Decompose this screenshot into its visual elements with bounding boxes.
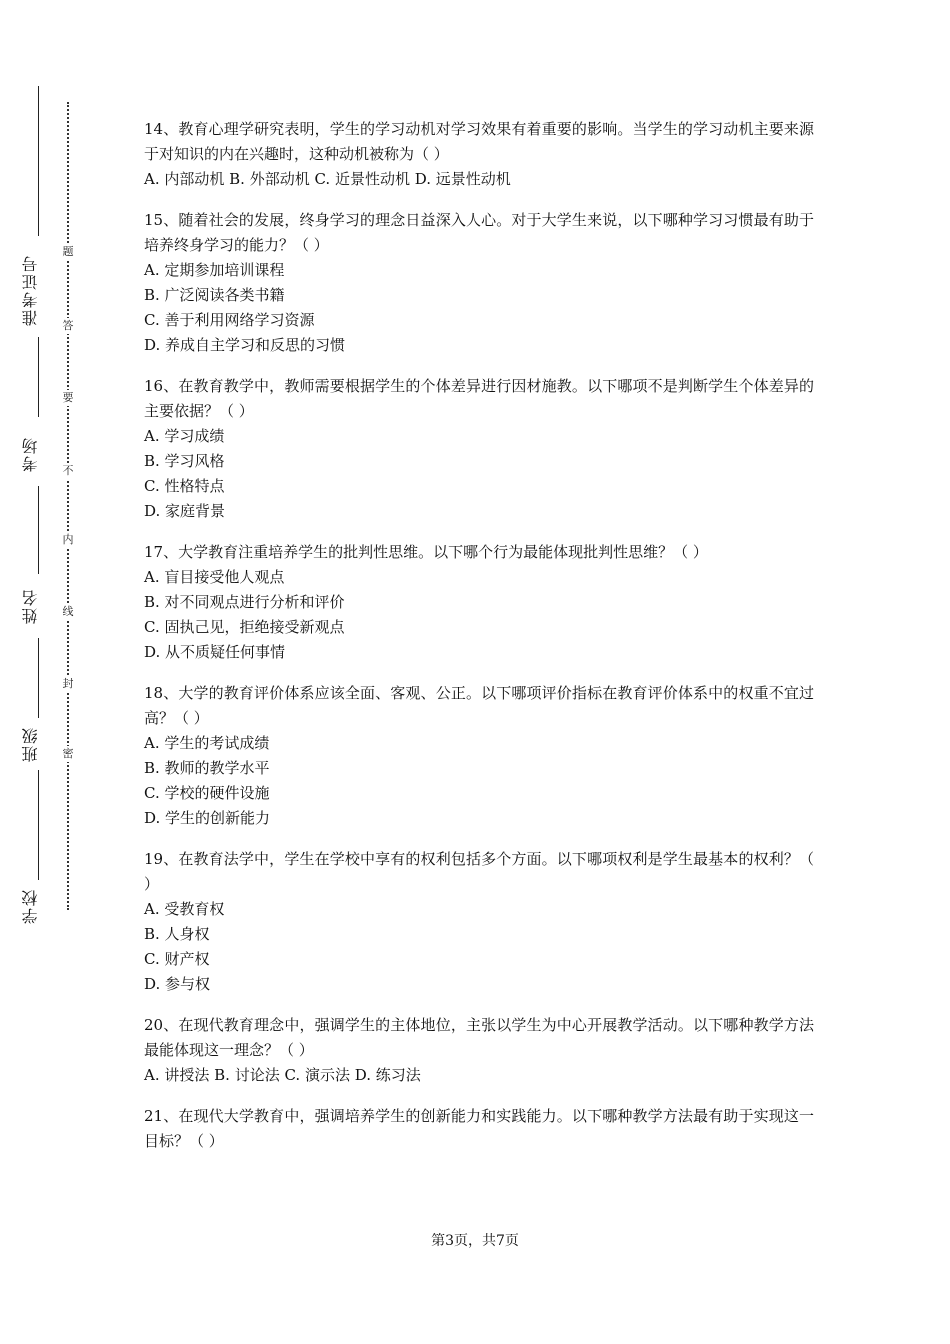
question-14: [144, 117, 814, 192]
seal-char: 题: [59, 244, 77, 260]
option-b: B. 对不同观点进行分析和评价: [144, 593, 345, 611]
seal-char: 答: [59, 318, 77, 334]
option-d: D. 养成自主学习和反思的习惯: [144, 336, 346, 354]
class-label: 班级: [21, 726, 40, 762]
seal-char: 要: [59, 390, 77, 406]
exam-room-label: 考场: [21, 436, 40, 472]
option-d: D. 家庭背景: [144, 502, 226, 520]
option-a: A. 定期参加培训课程: [144, 261, 285, 279]
binding-rule: [38, 337, 39, 417]
option-b: B. 人身权: [144, 925, 210, 943]
option-d: D. 参与权: [144, 975, 211, 993]
option-c: C. 固执己见，拒绝接受新观点: [144, 618, 345, 636]
option-a: A. 受教育权: [144, 900, 225, 918]
option-b: B. 教师的教学水平: [144, 759, 270, 777]
question-stem: 16、在教育教学中，教师需要根据学生的个体差异进行因材施教。以下哪项不是判断学生个体差异的主要依据？（ ）: [144, 377, 814, 420]
question-stem: 19、在教育法学中，学生在学校中享有的权利包括多个方面。以下哪项权利是学生最基本的权利？（ ）: [144, 850, 814, 893]
option-line: A. 内部动机 B. 外部动机 C. 近景性动机 D. 远景性动机: [144, 170, 511, 188]
seal-char: 内: [59, 532, 77, 548]
question-stem: 17、大学教育注重培养学生的批判性思维。以下哪个行为最能体现批判性思维？（ ）: [144, 543, 708, 561]
binding-rule: [38, 638, 39, 718]
name-label: 姓名: [21, 588, 40, 624]
binding-rule: [38, 86, 39, 236]
question-17: [144, 540, 814, 665]
option-a: A. 盲目接受他人观点: [144, 568, 285, 586]
question-19: [144, 847, 814, 997]
option-c: C. 善于利用网络学习资源: [144, 311, 315, 329]
seal-dotted-line: [67, 102, 69, 910]
option-line: A. 讲授法 B. 讨论法 C. 演示法 D. 练习法: [144, 1066, 421, 1084]
question-stem: 18、大学的教育评价体系应该全面、客观、公正。以下哪项评价指标在教育评价体系中的权重不宜过高？（ ）: [144, 684, 814, 727]
school-label: 学校: [21, 888, 40, 924]
option-d: D. 从不质疑任何事情: [144, 643, 286, 661]
page-number: 第3页，共7页: [431, 1233, 519, 1249]
option-a: A. 学生的考试成绩: [144, 734, 270, 752]
seal-char: 线: [59, 604, 77, 620]
question-stem: 20、在现代教育理念中，强调学生的主体地位，主张以学生为中心开展教学活动。以下哪种教学方法最能体现这一理念？（ ）: [144, 1016, 814, 1059]
question-stem: 21、在现代大学教育中，强调培养学生的创新能力和实践能力。以下哪种教学方法最有助于实现这一目标？（ ）: [144, 1107, 814, 1150]
question-18: [144, 681, 814, 831]
binding-rule: [38, 770, 39, 880]
seal-char: 封: [59, 676, 77, 692]
option-b: B. 学习风格: [144, 452, 225, 470]
question-21: [144, 1104, 814, 1154]
question-stem: 14、教育心理学研究表明，学生的学习动机对学习效果有着重要的影响。当学生的学习动机主要来源于对知识的内在兴趣时，这种动机被称为（ ）: [144, 120, 814, 163]
question-16: [144, 374, 814, 524]
binding-rule: [38, 486, 39, 574]
option-c: C. 财产权: [144, 950, 210, 968]
seal-char: 密: [59, 746, 77, 762]
exam-number-label: 准考证号: [21, 254, 40, 326]
option-b: B. 广泛阅读各类书籍: [144, 286, 285, 304]
question-20: [144, 1013, 814, 1088]
seal-char: 不: [59, 463, 77, 479]
option-d: D. 学生的创新能力: [144, 809, 271, 827]
question-stem: 15、随着社会的发展，终身学习的理念日益深入人心。对于大学生来说，以下哪种学习习惯最有助于培养终身学习的能力？（ ）: [144, 211, 814, 254]
option-c: C. 性格特点: [144, 477, 225, 495]
question-15: [144, 208, 814, 358]
question-list: [144, 117, 814, 1170]
option-a: A. 学习成绩: [144, 427, 225, 445]
option-c: C. 学校的硬件设施: [144, 784, 270, 802]
